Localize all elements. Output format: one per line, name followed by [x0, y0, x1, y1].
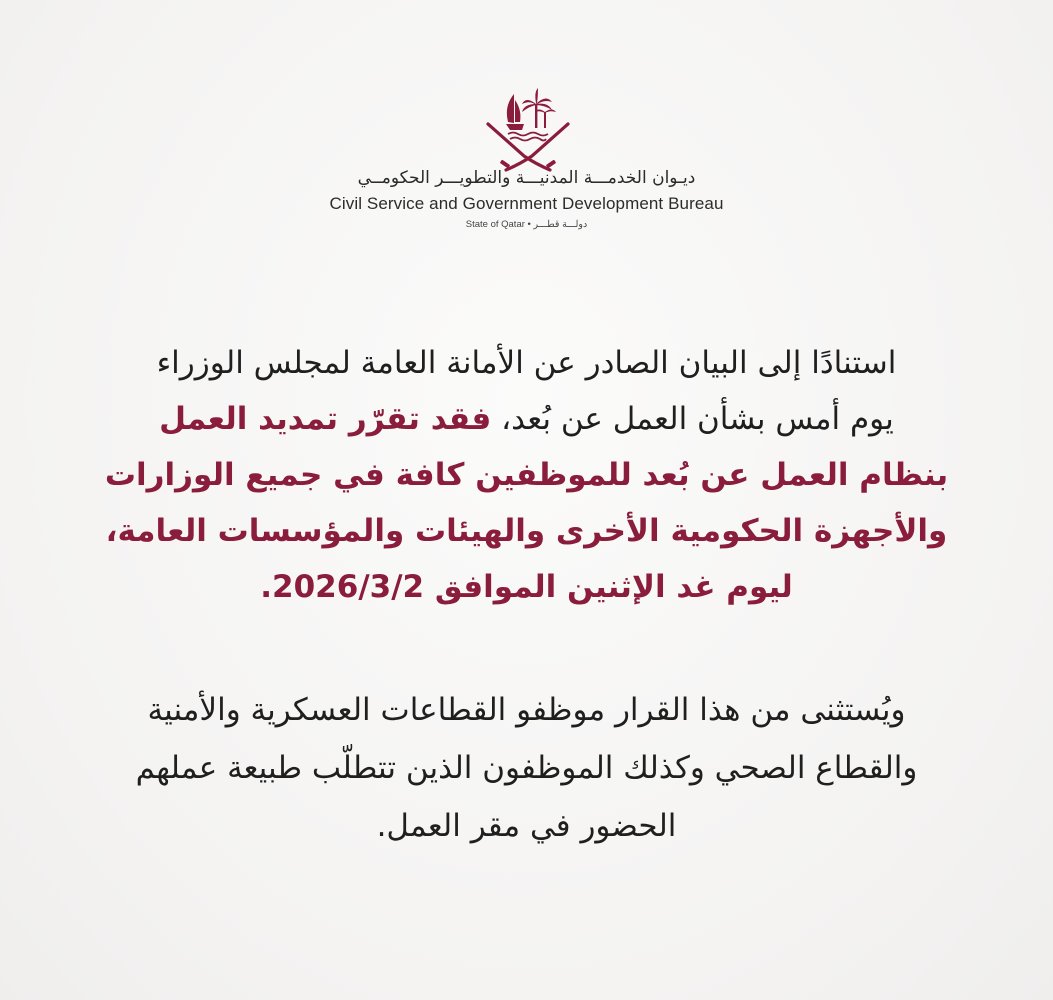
exception-line: والقطاع الصحي وكذلك الموظفون الذين تتطلّب طبيعة عملهم [135, 750, 918, 786]
state-line: State of Qatar • دولـــة قطـــر [465, 219, 588, 230]
statement-text: يوم أمس بشأن العمل عن بُعد، [491, 401, 894, 437]
statement-paragraph-2 [60, 681, 993, 855]
statement-line [60, 335, 993, 391]
statement-line [60, 559, 993, 615]
statement-highlight: والأجهزة الحكومية الأخرى والهيئات والمؤسسات العامة، [105, 513, 948, 549]
statement-text: استنادًا إلى البيان الصادر عن الأمانة العامة لمجلس الوزراء [156, 345, 897, 381]
org-name-arabic: ديـوان الخدمـــة المدنيـــة والتطويـــر الحكومــي [357, 168, 696, 188]
exception-line: ويُستثنى من هذا القرار موظفو القطاعات العسكرية والأمنية [147, 692, 906, 728]
statement-paragraph-1 [60, 335, 993, 615]
statement-highlight: ليوم غد الإثنين الموافق 2026/3/2. [260, 569, 793, 605]
statement-highlight: بنظام العمل عن بُعد للموظفين كافة في جميع الوزارات [104, 457, 949, 493]
statement-highlight: فقد تقرّر تمديد العمل [159, 401, 492, 437]
statement-line [60, 391, 993, 447]
org-name-english: Civil Service and Government Development Bureau [329, 194, 724, 213]
exception-line: الحضور في مقر العمل. [376, 808, 677, 844]
statement-line [60, 447, 993, 503]
qatar-emblem-icon [478, 82, 578, 174]
statement-line [60, 503, 993, 559]
